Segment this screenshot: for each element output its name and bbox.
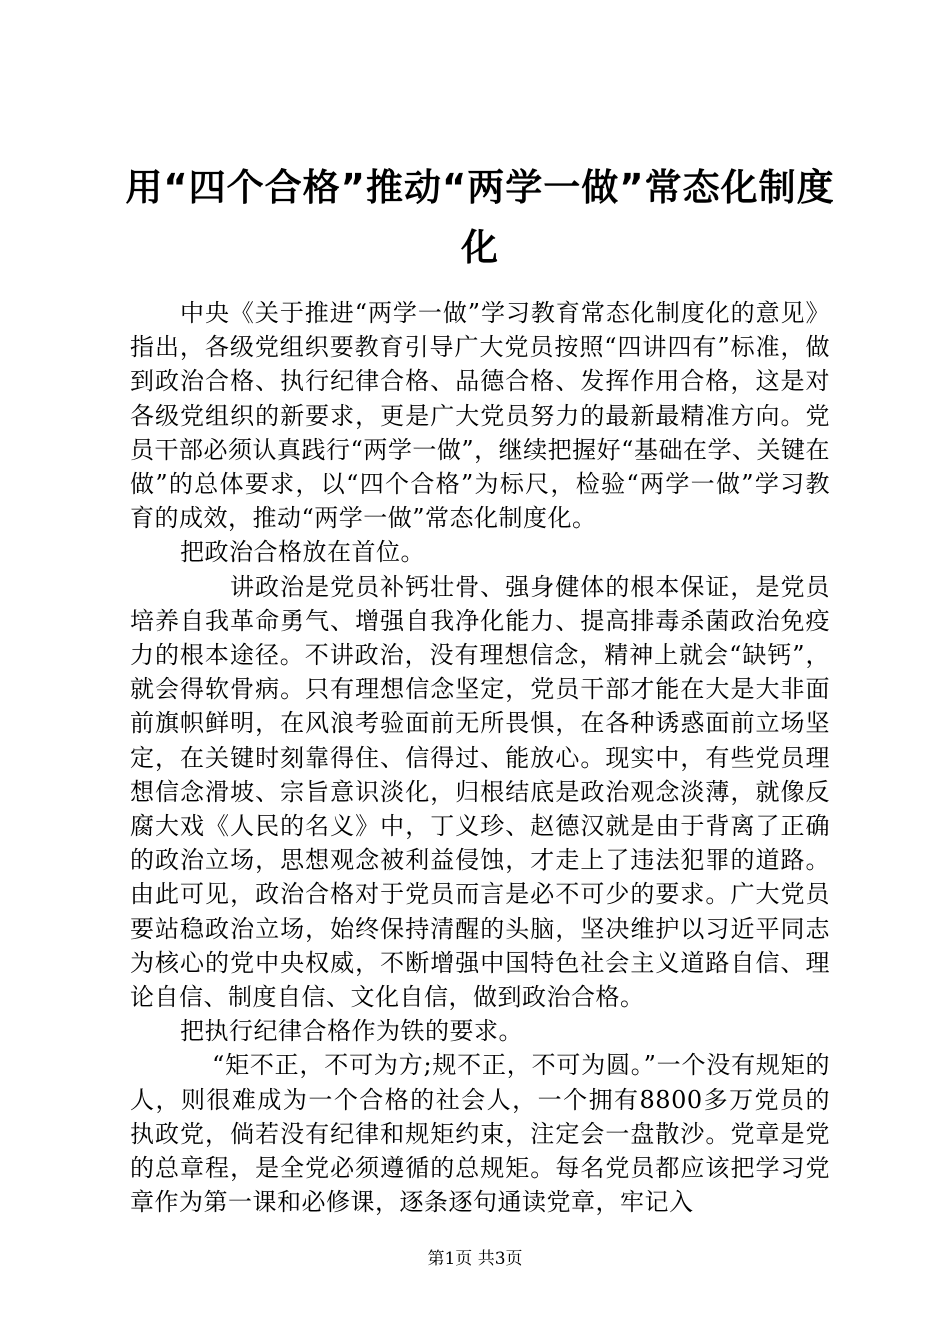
- paragraph-intro: 中央《关于推进“两学一做”学习教育常态化制度化的意见》指出，各级党组织要教育引导广大党员按照“四讲四有”标准，做到政治合格、执行纪律合格、品德合格、发挥作用合格，这是对各级党组织的新要求，更是广大党员努力的最新最精准方向。党员干部必须认真践行“两学一做”，继续把握好“基础在学、关键在做”的总体要求，以“四个合格”为标尺，检验“两学一做”学习教育的成效，推动“两学一做”常态化制度化。: [130, 299, 830, 533]
- paragraph-political: 讲政治是党员补钙壮骨、强身健体的根本保证，是党员培养自我革命勇气、增强自我净化能力、提高排毒杀菌政治免疫力的根本途径。不讲政治，没有理想信念，精神上就会“缺钙”，就会得软骨病。只有理想信念坚定，党员干部才能在大是大非面前旗帜鲜明，在风浪考验面前无所畏惧，在各种诱惑面前立场坚定，在关键时刻靠得住、信得过、能放心。现实中，有些党员理想信念滑坡、宗旨意识淡化，归根结底是政治观念淡薄，就像反腐大戏《人民的名义》中，丁义珍、赵德汉就是由于背离了正确的政治立场，思想观念被利益侵蚀，才走上了违法犯罪的道路。由此可见，政治合格对于党员而言是必不可少的要求。广大党员要站稳政治立场，始终保持清醒的头脑，坚决维护以习近平同志为核心的党中央权威，不断增强中国特色社会主义道路自信、理论自信、制度自信、文化自信，做到政治合格。: [130, 572, 830, 1012]
- section-heading-discipline: 把执行纪律合格作为铁的要求。: [180, 1017, 523, 1046]
- document-body: [130, 296, 830, 1219]
- paragraph-discipline: “矩不正，不可为方;规不正，不可为圆。”一个没有规矩的人，则很难成为一个合格的社会人，一个拥有8800多万党员的执政党，倘若没有纪律和规矩约束，注定会一盘散沙。党章是党的总章程，是全党必须遵循的总规矩。每名党员都应该把学习党章作为第一课和必修课，逐条逐句通读党章，牢记入: [130, 1051, 830, 1217]
- document-title: 用“四个合格”推动“两学一做”常态化制度化: [125, 166, 835, 269]
- section-heading-political: 把政治合格放在首位。: [180, 538, 425, 567]
- page-footer: 第1页 共3页: [427, 1249, 523, 1269]
